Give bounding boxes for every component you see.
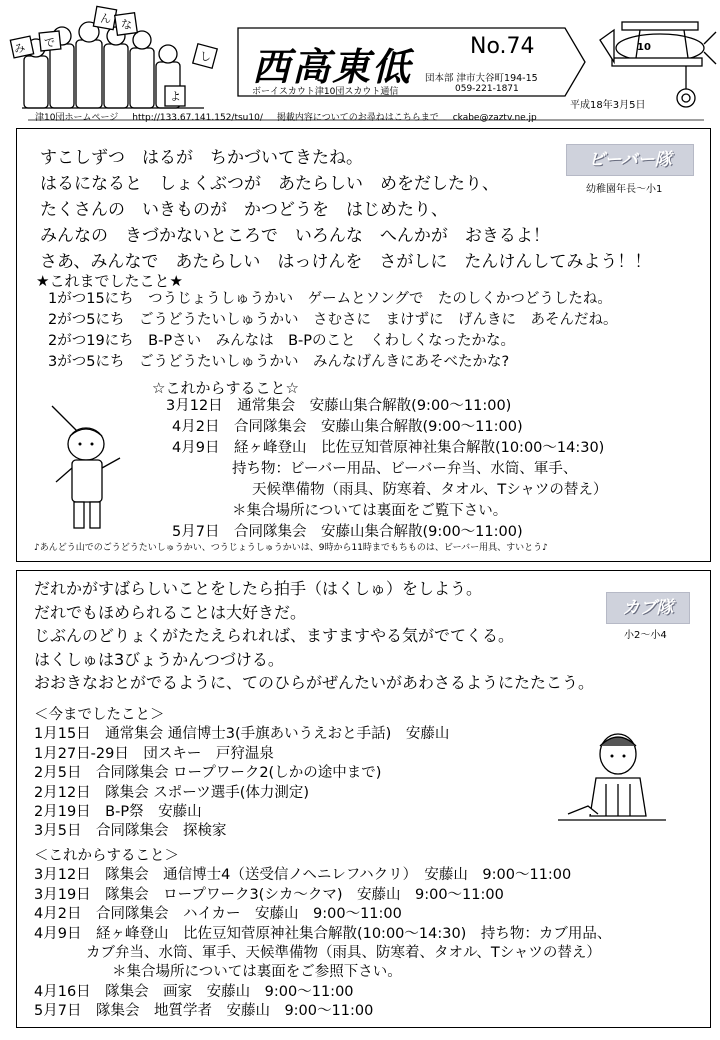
intro-line: たくさんの いきものが かつどうを はじめたり、 (40, 200, 448, 220)
intro-line: じぶんのどりょくがたたえられれば、ますますやる気がでてくる。 (34, 626, 515, 645)
boy-at-desk-illustration (558, 728, 668, 832)
cub-future-heading: ＜これからすること＞ (34, 848, 179, 864)
placard-letter: な (121, 18, 132, 31)
newsletter-title: 西高東低 (252, 44, 413, 89)
intro-line: すこしずつ はるが ちかづいてきたね。 (40, 148, 363, 168)
cub-intro (34, 577, 594, 695)
intro-line: みんなの きづかないところで いろんな へんかが おきるよ！ (40, 226, 550, 246)
list-item: 3がつ5にち ごうどうたいしゅうかい みんなげんきにあそべたかな? (48, 354, 510, 370)
list-item: 4月9日 経ヶ峰登山 比佐豆知菅原神社集合解散(10:00～14:30) (172, 440, 605, 456)
newsletter-subtitle: ボーイスカウト津10団スカウト通信 (252, 87, 399, 97)
organization-address: 団本部 津市大谷町194-15 (425, 73, 538, 84)
placard-letter: で (44, 36, 55, 49)
plane-label: 10 (637, 42, 651, 53)
list-item: 3月5日 合同隊集会 探検家 (34, 823, 227, 840)
list-item: 4月2日 合同隊集会 安藤山集合解散(9:00～11:00) (172, 419, 523, 435)
list-item: 1月15日 通常集会 通信博士3(手旗あいうえおと手話) 安藤山 (34, 726, 450, 743)
intro-line: だれかがすばらしいことをしたら拍手（はくしゅ）をしよう。 (34, 579, 483, 598)
cub-future-list (34, 847, 611, 1022)
beaver-future-list (102, 396, 607, 543)
list-item: 5月7日 合同隊集会 安藤山集合解散(9:00～11:00) (172, 524, 523, 540)
list-item: 5月7日 隊集会 地質学者 安藤山 9:00～11:00 (34, 1003, 374, 1020)
airplane-illustration (600, 22, 716, 107)
placard-letter: し (200, 50, 211, 63)
intro-line: だれでもほめられることは大好きだ。 (34, 602, 307, 622)
contact-email[interactable]: ckabe@zaztv.ne.jp (452, 113, 537, 123)
placard-letter: み (12, 40, 27, 56)
list-item: 持ち物：ビーバー用品、ビーバー弁当、水筒、軍手、 (232, 461, 578, 477)
list-item: 2月12日 隊集会 スポーツ選手(体力測定) (34, 784, 310, 801)
beaver-troop-age: 幼稚園年長～小1 (586, 184, 663, 195)
beaver-past-heading: ★これまでしたこと★ (36, 272, 183, 290)
list-item: 4月16日 隊集会 画家 安藤山 9:00～11:00 (34, 983, 354, 1000)
list-item: 4月9日 経ヶ峰登山 比佐豆知菅原神社集合解散(10:00～14:30) 持ち物：カブ用品、 (34, 925, 612, 942)
list-item: 1月27日-29日 団スキー 戸狩温泉 (34, 745, 274, 762)
list-item: ＊集合場所については裏面をご参照下さい。 (112, 964, 402, 981)
contact-label: 掲載内容についてのお尋ねはこちらまで (276, 113, 439, 123)
beaver-intro (40, 145, 651, 275)
list-item: 1がつ15にち つうじょうしゅうかい ゲームとソングで たのしくかつどうしたね。 (48, 291, 612, 307)
cub-troop-badge: カブ隊 (606, 592, 690, 624)
list-item: ＊集合場所については裏面をご覧下さい。 (232, 503, 508, 519)
issue-date: 平成18年3月5日 (570, 100, 646, 111)
newsletter-header (0, 0, 720, 126)
beaver-troop-badge: ビーバー隊 (566, 144, 694, 176)
intro-line: さあ、みんなで あたらしい はっけんを さがしに たんけんしてみよう！！ (40, 252, 652, 272)
contact-info-line (35, 110, 551, 123)
beaver-footnote: ♪あんどう山でのごうどうたいしゅうかい、つうじょうしゅうかいは、9時から11時までもちものは、ビーバー用具、すいとう♪ (34, 543, 548, 553)
placard-letter: よ (170, 90, 181, 103)
beaver-past-list (48, 289, 617, 373)
intro-line: はくしゅは3びょうかんつづける。 (34, 649, 284, 669)
homepage-label: 津10団ホームページ (35, 113, 119, 123)
scouts-illustration (10, 6, 217, 108)
list-item: 2月5日 合同隊集会 ロープワーク2(しかの途中まで) (34, 765, 382, 782)
intro-line: はるになると しょくぶつが あたらしい めをだしたり、 (40, 174, 499, 194)
beaver-future-heading: ☆これからすること☆ (152, 379, 299, 397)
list-item: 4月2日 合同隊集会 ハイカー 安藤山 9:00～11:00 (34, 906, 402, 923)
list-item: 2がつ19にち B-Pさい みんなは B-Pのこと くわしくなったかな。 (48, 333, 516, 349)
list-item: 3月12日 通常集会 安藤山集合解散(9:00～11:00) (166, 398, 512, 414)
cub-troop-age: 小2～小4 (624, 630, 667, 641)
cub-past-heading: ＜今までしたこと＞ (34, 707, 165, 723)
placard-letter: ん (100, 12, 111, 25)
phone-number: 059-221-1871 (455, 84, 519, 94)
issue-number: No.74 (470, 34, 535, 59)
homepage-url[interactable]: http://133.67.141.152/tsu10/ (132, 113, 263, 123)
intro-line: おおきなおとがでるように、てのひらがぜんたいがあわさるようにたたこう。 (34, 673, 595, 692)
list-item: 2月19日 B-P祭 安藤山 (34, 803, 202, 820)
list-item: 3月19日 隊集会 ロープワーク3(シカ～クマ) 安藤山 9:00～11:00 (34, 886, 504, 903)
list-item: 天候準備物（雨具、防寒着、タオル、Tシャツの替え） (252, 482, 608, 498)
cub-past-list (34, 706, 449, 842)
list-item: 3月12日 隊集会 通信博士4（送受信ノヘニレフハクリ） 安藤山 9:00～11:00 (34, 867, 572, 884)
list-item: 2がつ5にち ごうどうたいしゅうかい さむさに まけずに げんきに あそんだね。 (48, 312, 618, 328)
list-item: カブ弁当、水筒、軍手、天候準備物（雨具、防寒着、タオル、Tシャツの替え） (86, 944, 601, 961)
